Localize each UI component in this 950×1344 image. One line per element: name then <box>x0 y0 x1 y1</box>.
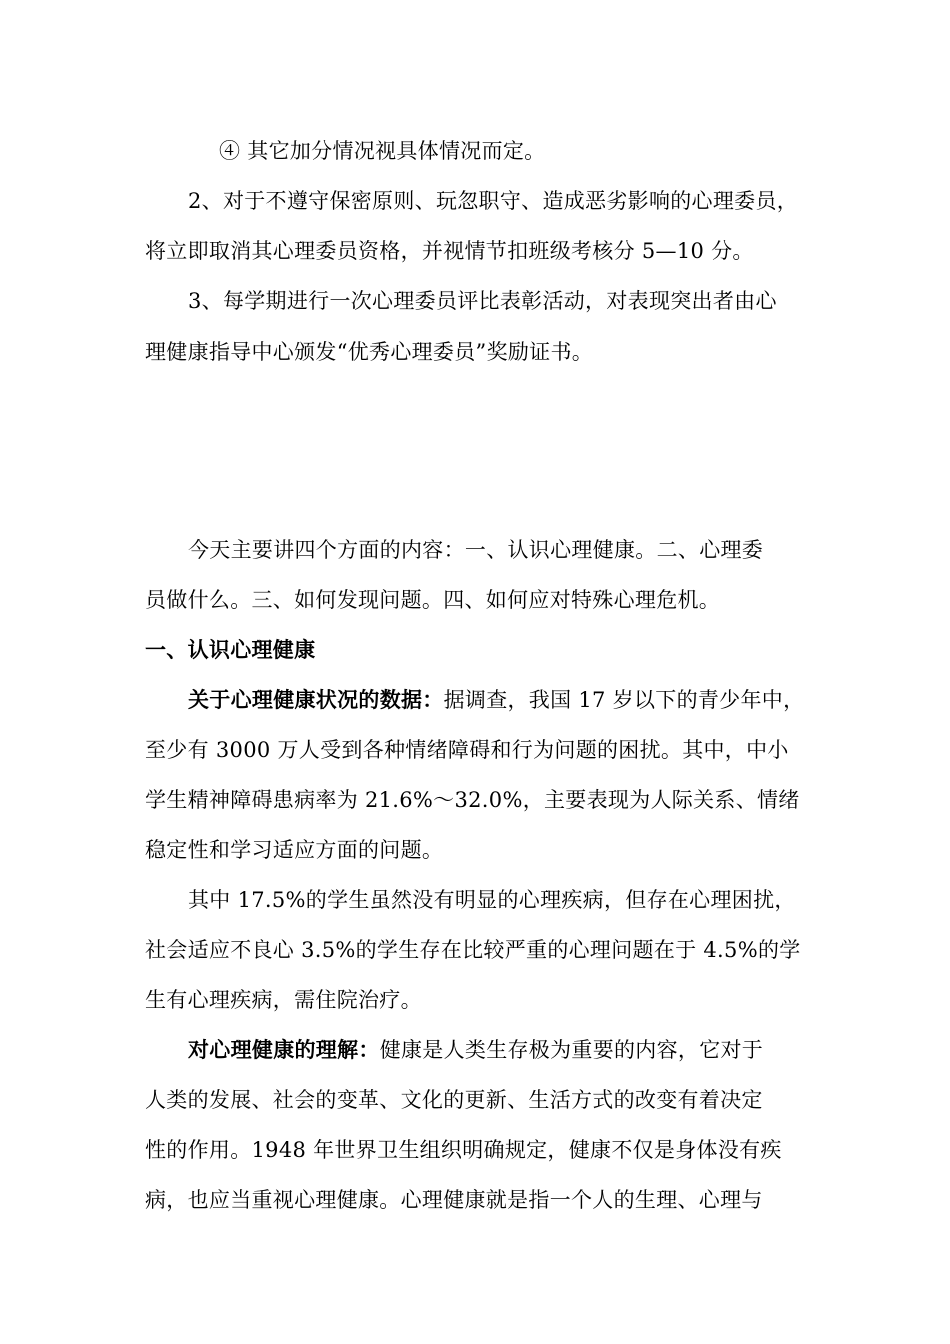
stats-paragraph-line-3: 生有心理疾病，需住院治疗。 <box>145 988 422 1012</box>
understanding-line-2: 人类的发展、社会的变革、文化的更新、生活方式的改变有着决定 <box>145 1088 763 1112</box>
understanding-text: 健康是人类生存极为重要的内容，它对于 <box>379 1038 764 1062</box>
data-paragraph-line-3: 学生精神障碍患病率为 21.6%～32.0%，主要表现为人际关系、情绪 <box>145 788 800 812</box>
paragraph-3-line-1: 3、每学期进行一次心理委员评比表彰活动，对表现突出者由心 <box>188 289 777 313</box>
intro-line-1: 今天主要讲四个方面的内容：一、认识心理健康。二、心理委 <box>188 538 764 562</box>
paragraph-2-line-1: 2、对于不遵守保密原则、玩忽职守、造成恶劣影响的心理委员， <box>188 189 799 213</box>
understanding-line-4: 病，也应当重视心理健康。心理健康就是指一个人的生理、心理与 <box>145 1188 763 1212</box>
stats-paragraph-line-1: 其中 17.5%的学生虽然没有明显的心理疾病，但存在心理困扰， <box>188 888 796 912</box>
list-item-4: ④ 其它加分情况视具体情况而定。 <box>219 139 546 163</box>
data-paragraph-line-1 <box>188 686 804 714</box>
understanding-label: 对心理健康的理解： <box>188 1037 380 1062</box>
intro-line-2: 员做什么。三、如何发现问题。四、如何应对特殊心理危机。 <box>145 588 721 612</box>
section-heading: 一、认识心理健康 <box>145 637 316 662</box>
data-paragraph-line-4: 稳定性和学习适应方面的问题。 <box>145 838 444 862</box>
data-paragraph-line-2: 至少有 3000 万人受到各种情绪障碍和行为问题的困扰。其中，中小 <box>145 738 789 762</box>
stats-paragraph-line-2: 社会适应不良心 3.5%的学生存在比较严重的心理问题在于 4.5%的学 <box>145 938 801 962</box>
data-paragraph-text: 据调查，我国 17 岁以下的青少年中， <box>443 688 805 712</box>
paragraph-3-line-2: 理健康指导中心颁发“优秀心理委员”奖励证书。 <box>145 340 594 364</box>
paragraph-2-line-2: 将立即取消其心理委员资格，并视情节扣班级考核分 5—10 分。 <box>145 239 754 263</box>
understanding-line-3: 性的作用。1948 年世界卫生组织明确规定，健康不仅是身体没有疾 <box>145 1138 782 1162</box>
understanding-line-1 <box>188 1036 763 1064</box>
data-paragraph-label: 关于心理健康状况的数据： <box>188 687 444 712</box>
